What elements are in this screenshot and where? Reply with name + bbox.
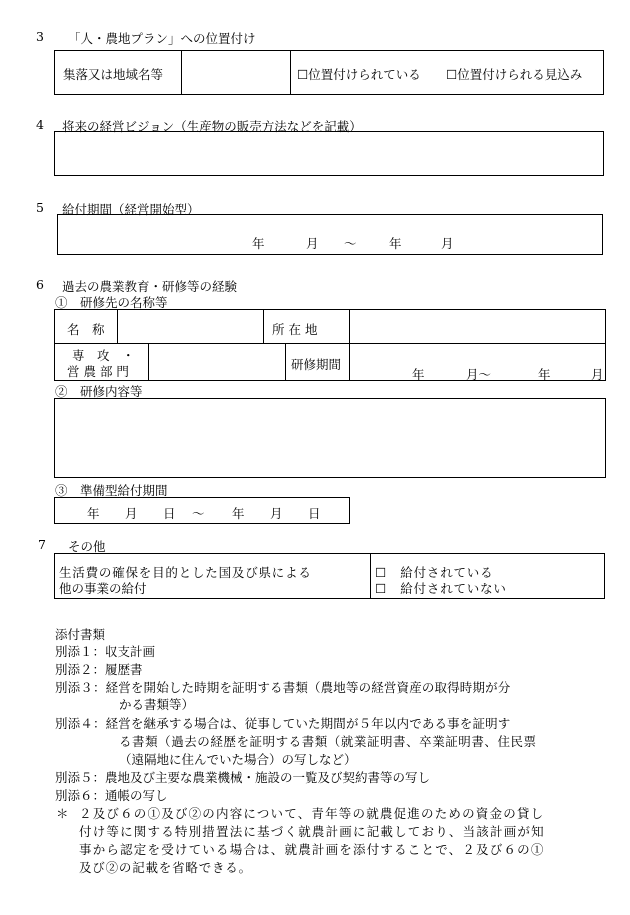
year-label: 年: [252, 236, 265, 251]
month-range-label: 月～: [466, 367, 492, 382]
section-6-title: 過去の農業教育・研修等の経験: [62, 279, 238, 294]
note-line2: 付け等に関する特別措置法に基づく就農計画に記載しており、当該計画が知: [79, 824, 545, 839]
month-label: 月: [125, 506, 138, 521]
year-label: 年: [87, 506, 100, 521]
month-label: 月: [306, 236, 319, 251]
month-label: 月: [270, 506, 283, 521]
section-3-number: 3: [36, 29, 44, 44]
attachment-4-line1: 別添４：経営を継承する場合は、従事していた期間が５年以内である事を証明す: [55, 716, 511, 731]
subsection-2-title: ② 研修内容等: [55, 384, 143, 399]
table-divider: [370, 553, 371, 599]
checkbox-positioned[interactable]: ☐位置付けられている: [297, 67, 421, 82]
note-line4: 及び②の記載を省略できる。: [79, 860, 252, 875]
other-benefits-desc-1: 生活費の確保を目的とした国及び県による: [59, 565, 312, 580]
section-3-title: 「人・農地プラン」への位置付け: [68, 31, 256, 46]
attachment-2: 別添２：履歴書: [55, 662, 143, 677]
table-divider: [349, 309, 350, 381]
training-content-field[interactable]: [54, 398, 606, 478]
checkbox-expected[interactable]: ☐位置付けられる見込み: [446, 67, 583, 82]
attachment-5: 別添５：農地及び主要な農業機械・施設の一覧及び契約書等の写し: [55, 770, 431, 785]
table-divider: [181, 50, 182, 95]
month-label: 月: [441, 236, 454, 251]
subsection-3-title: ③ 準備型給付期間: [55, 483, 168, 498]
attachment-3-line1: 別添３：経営を開始した時期を証明する書類（農地等の経営資産の取得時期が分: [55, 680, 511, 695]
major-label-line2: 営 農 部 門: [67, 364, 129, 379]
year-label: 年: [389, 236, 402, 251]
major-field[interactable]: [151, 345, 281, 379]
section-4-title: 将来の経営ビジョン（生産物の販売方法などを記載）: [62, 119, 362, 134]
area-name-label: 集落又は地域名等: [63, 67, 164, 82]
month-label: 月: [591, 367, 604, 382]
table-divider: [263, 309, 264, 343]
day-label: 日: [308, 506, 321, 521]
training-period-label: 研修期間: [291, 357, 342, 372]
section-5-number: 5: [36, 200, 44, 215]
major-label-line1: 専 攻 ・: [72, 348, 135, 363]
day-label: 日: [163, 506, 176, 521]
checkbox-receiving[interactable]: ☐ 給付されている: [375, 565, 494, 580]
table-divider: [290, 50, 291, 95]
training-name-label: 名 称: [67, 322, 105, 337]
payment-period-field[interactable]: [57, 214, 603, 255]
table-divider: [117, 309, 118, 343]
note-mark: ＊: [56, 806, 69, 821]
other-benefits-desc-2: 他の事業の給付: [59, 581, 147, 596]
note-line3: 事から認定を受けている場合は、就農計画を添付することで、２及び６の①: [79, 842, 545, 857]
table-divider: [148, 343, 149, 381]
section-7-number: 7: [38, 537, 46, 552]
attachment-4-line2: る書類（過去の経歴を証明する書類（就業証明書、卒業証明書、住民票: [119, 734, 537, 749]
year-label: 年: [538, 367, 551, 382]
note-line1: ２及び６の①及び②の内容について、青年等の就農促進のための資金の貸し: [79, 806, 545, 821]
attachments-heading: 添付書類: [55, 627, 106, 642]
section-6-number: 6: [36, 277, 44, 292]
management-vision-field[interactable]: [54, 131, 604, 176]
range-tilde: ～: [344, 236, 357, 251]
table-divider: [285, 343, 286, 381]
section-4-number: 4: [36, 117, 44, 132]
area-name-field[interactable]: [190, 52, 286, 92]
attachment-1: 別添１：収支計画: [55, 644, 156, 659]
training-location-field[interactable]: [352, 311, 602, 341]
section-7-title: その他: [68, 539, 106, 554]
year-label: 年: [232, 506, 245, 521]
training-name-field[interactable]: [120, 311, 260, 341]
table-divider: [54, 343, 606, 344]
section-5-title: 給付期間（経営開始型）: [62, 202, 200, 217]
attachment-4-line3: （遠隔地に住んでいた場合）の写しなど）: [119, 752, 357, 767]
year-label: 年: [412, 367, 425, 382]
checkbox-not-receiving[interactable]: ☐ 給付されていない: [375, 581, 507, 596]
subsection-1-title: ① 研修先の名称等: [55, 295, 168, 310]
range-tilde: ～: [192, 506, 205, 521]
training-location-label: 所 在 地: [272, 322, 318, 337]
attachment-3-line2: かる書類等）: [119, 697, 195, 712]
attachment-6: 別添６：通帳の写し: [55, 788, 168, 803]
